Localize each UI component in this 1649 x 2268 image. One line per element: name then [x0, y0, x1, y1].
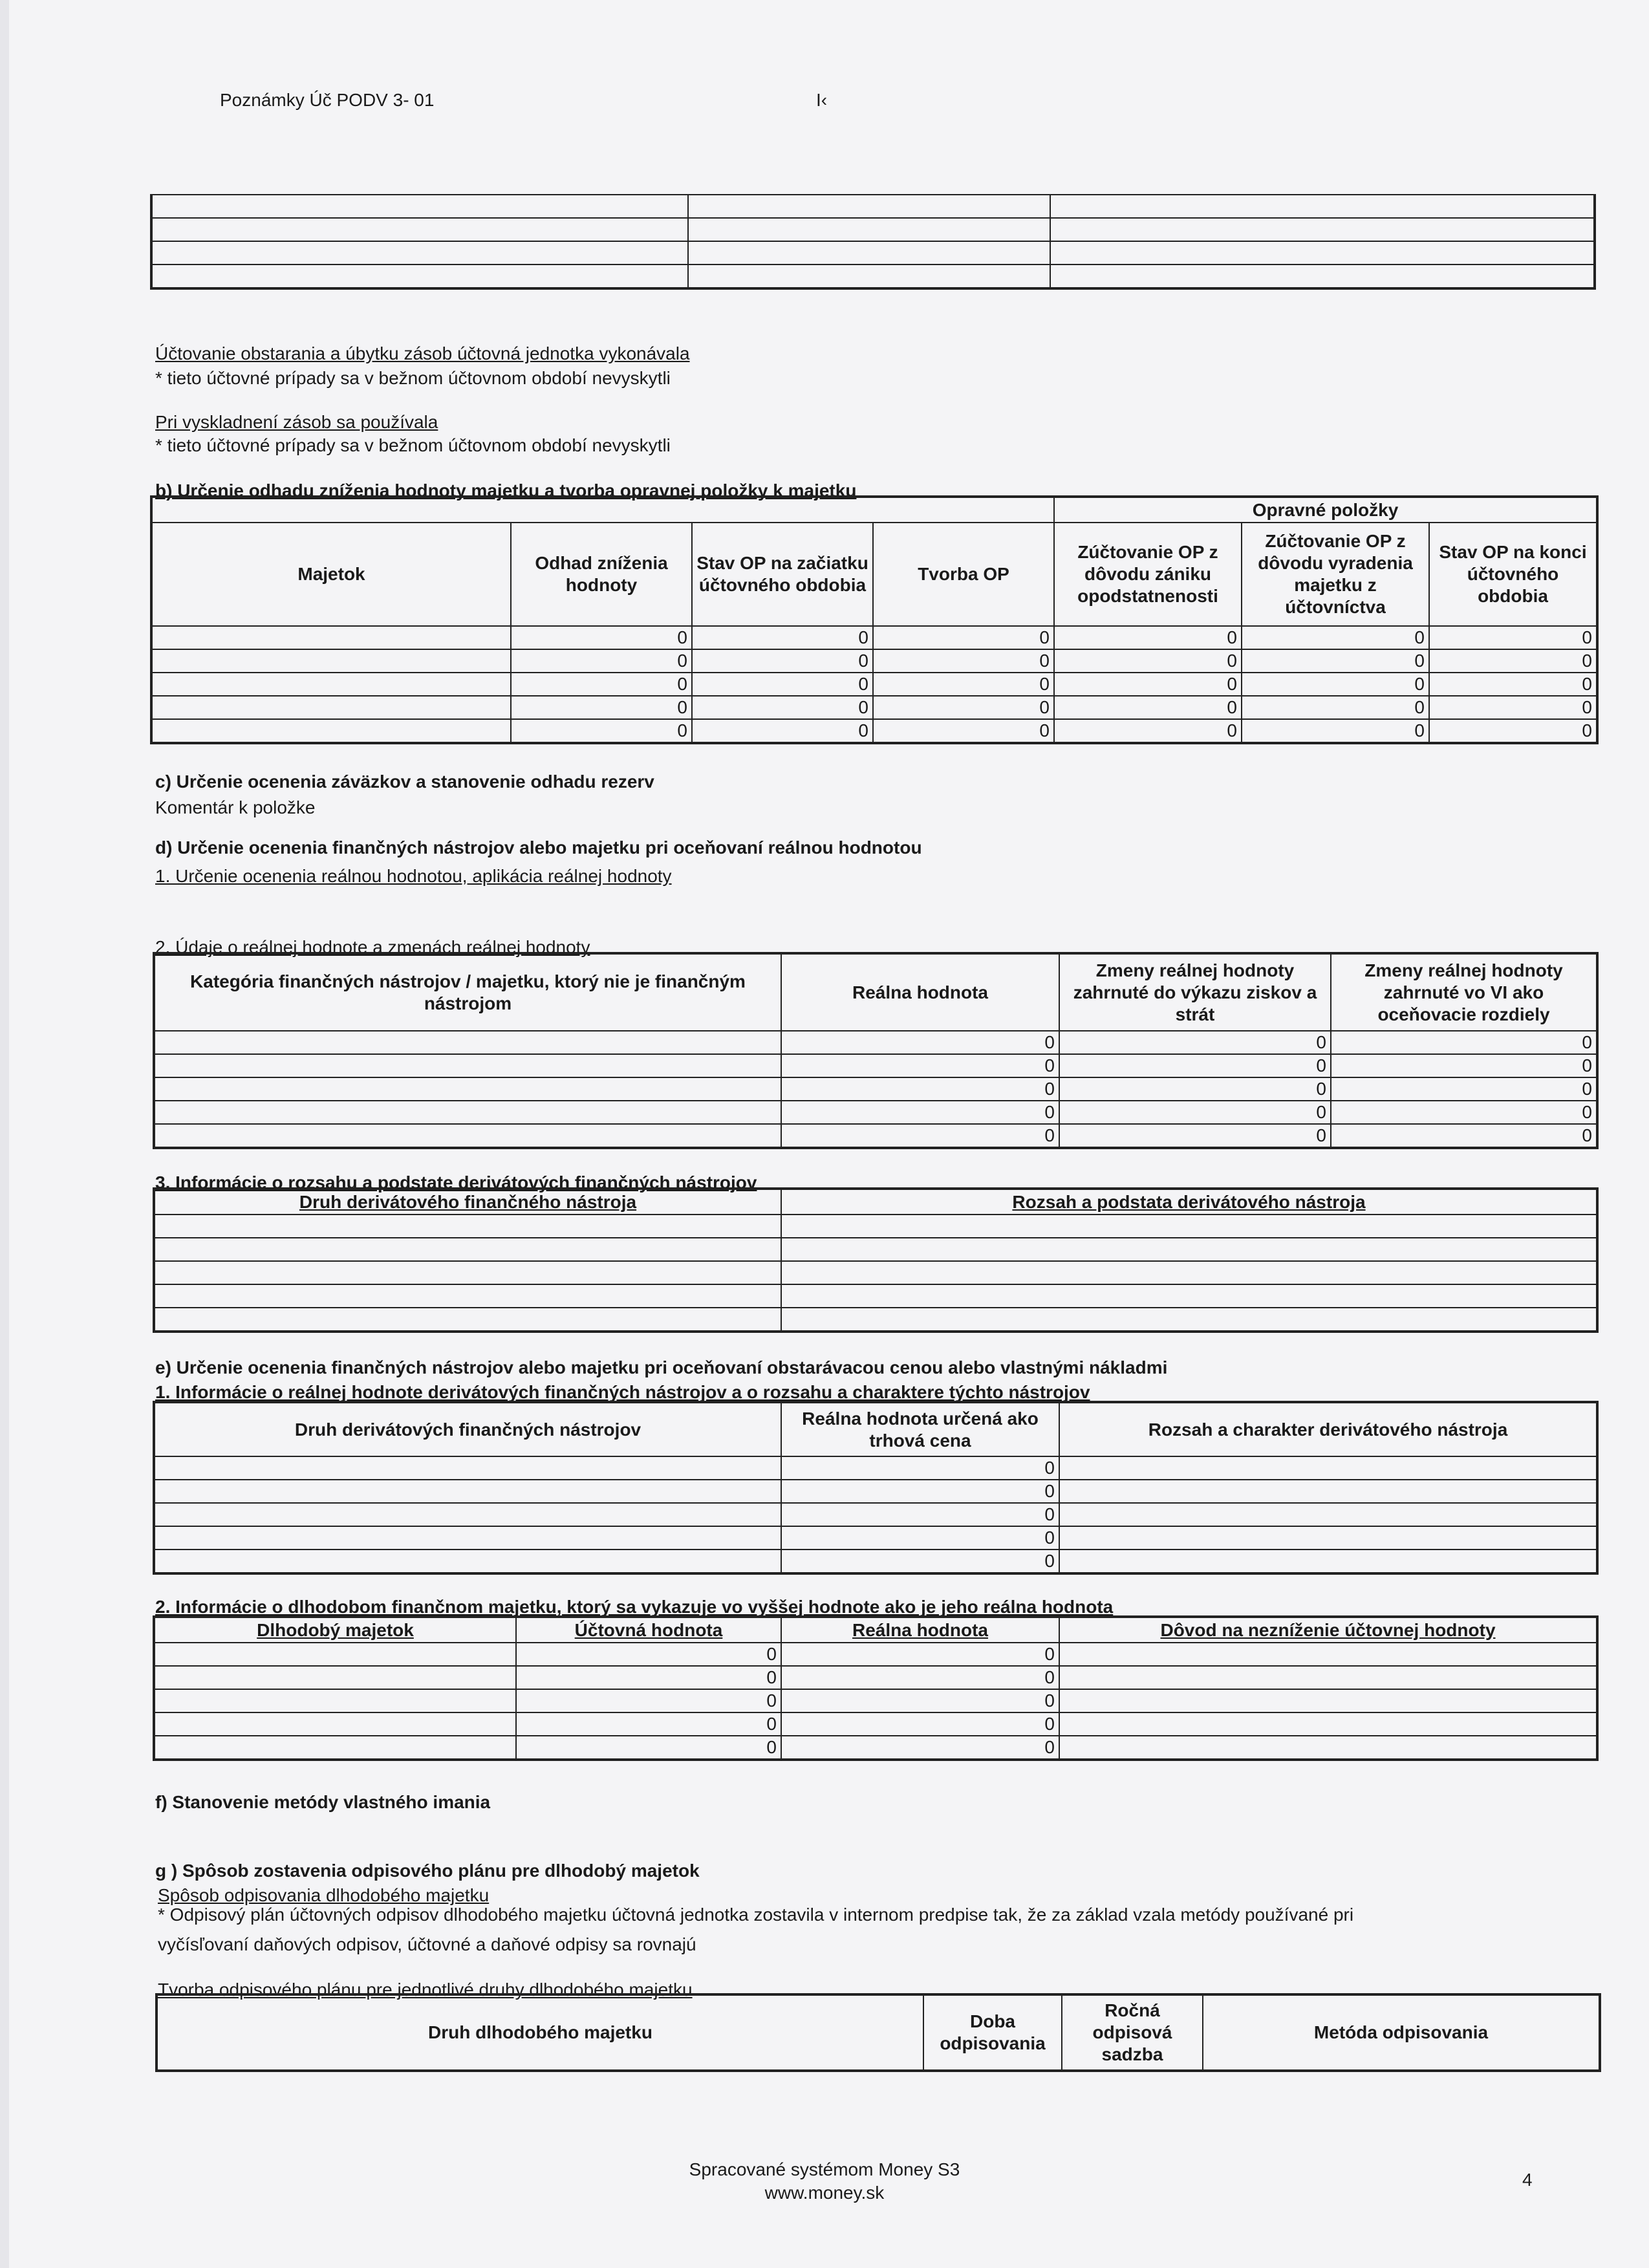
table-row: [154, 1284, 1597, 1308]
section-d-sub2: 2. Údaje o reálnej hodnote a zmenách reálnej hodnoty: [155, 937, 590, 957]
value-cell: 0: [781, 1643, 1059, 1666]
column-header: Tvorba OP: [873, 523, 1054, 626]
table-row: [154, 1054, 1597, 1077]
value-cell: 0: [1242, 696, 1429, 719]
value-cell: 0: [1242, 673, 1429, 696]
table-row: [154, 1550, 1597, 1573]
column-header: Druh dlhodobého majetku: [156, 1994, 923, 2071]
value-cell: 0: [781, 1666, 1059, 1689]
table-row: [154, 1031, 1597, 1054]
table-cell: [688, 218, 1050, 241]
opravne-polozky-table: [150, 495, 1599, 744]
value-cell: 0: [1242, 719, 1429, 743]
table-cell: [1050, 265, 1595, 288]
value-cell: 0: [781, 1526, 1059, 1550]
value-cell: 0: [1054, 673, 1242, 696]
value-cell: 0: [1331, 1077, 1597, 1101]
column-header: Ročná odpisová sadzba: [1062, 1994, 1203, 2071]
column-header: Rozsah a charakter derivátového nástroja: [1059, 1402, 1597, 1456]
value-cell: 0: [1054, 649, 1242, 673]
vyskladnenie-note: * tieto účtovné prípady sa v bežnom účtovnom období nevyskytli: [155, 435, 671, 455]
value-cell: 0: [1331, 1031, 1597, 1054]
column-header: Dlhodobý majetok: [154, 1617, 516, 1643]
dlhodoby-majetok-table: [153, 1615, 1599, 1761]
column-header: Zmeny reálnej hodnoty zahrnuté do výkazu ziskov a strát: [1059, 953, 1331, 1031]
section-d-sub1: 1. Určenie ocenenia reálnou hodnotou, aplikácia reálnej hodnoty: [155, 866, 672, 886]
value-cell: 0: [873, 649, 1054, 673]
column-header: Zúčtovanie OP z dôvodu vyradenia majetku z účtovníctva: [1242, 523, 1429, 626]
value-cell: 0: [511, 626, 692, 649]
table-row: [154, 1689, 1597, 1712]
table-row: [154, 1261, 1597, 1284]
section-g-note1: * Odpisový plán účtovných odpisov dlhodobého majetku účtovná jednotka zostavila v internom predpise tak, že za základ vzala metódy používané pri: [158, 1905, 1354, 1925]
column-header: Rozsah a podstata derivátového nástroja: [781, 1189, 1597, 1215]
column-header: Účtovná hodnota: [516, 1617, 781, 1643]
section-c-title: c) Určenie ocenenia záväzkov a stanovenie odhadu rezerv: [155, 772, 654, 792]
section-d-title: d) Určenie ocenenia finančných nástrojov alebo majetku pri oceňovaní reálnou hodnotou: [155, 837, 922, 858]
value-cell: 0: [873, 626, 1054, 649]
value-cell: 0: [516, 1712, 781, 1736]
table-row: [151, 696, 1597, 719]
header-mark: I‹: [816, 90, 828, 110]
section-g-sub1: Spôsob odpisovania dlhodobého majetku: [158, 1885, 490, 1905]
table-row: [154, 1124, 1597, 1148]
table-cell: [1050, 195, 1595, 218]
value-cell: 0: [781, 1124, 1059, 1148]
section-f-title: f) Stanovenie metódy vlastného imania: [155, 1792, 491, 1812]
vyskladnenie-heading: Pri vyskladnení zásob sa používala: [155, 412, 438, 432]
value-cell: 0: [1059, 1031, 1331, 1054]
value-cell: 0: [781, 1503, 1059, 1526]
table-row: [151, 673, 1597, 696]
value-cell: 0: [516, 1736, 781, 1760]
column-header: Majetok: [151, 523, 511, 626]
value-cell: 0: [511, 649, 692, 673]
table-row: [151, 626, 1597, 649]
column-header: Reálna hodnota: [781, 1617, 1059, 1643]
table-cell: [151, 265, 688, 288]
value-cell: 0: [781, 1077, 1059, 1101]
value-cell: 0: [692, 719, 873, 743]
top-table: [150, 194, 1596, 290]
table-row: [154, 1712, 1597, 1736]
column-header: Dôvod na nezníženie účtovnej hodnoty: [1059, 1617, 1597, 1643]
table-row: [154, 1456, 1597, 1480]
table-cell: [688, 241, 1050, 265]
column-header: Stav OP na začiatku účtovného obdobia: [692, 523, 873, 626]
value-cell: 0: [516, 1666, 781, 1689]
value-cell: 0: [781, 1550, 1059, 1573]
value-cell: 0: [1429, 719, 1597, 743]
table-row: [154, 1643, 1597, 1666]
value-cell: 0: [1331, 1124, 1597, 1148]
value-cell: 0: [1054, 696, 1242, 719]
section-c-comment: Komentár k položke: [155, 797, 316, 817]
page-number: 4: [1522, 2170, 1533, 2190]
value-cell: 0: [781, 1031, 1059, 1054]
value-cell: 0: [692, 696, 873, 719]
value-cell: 0: [692, 673, 873, 696]
value-cell: 0: [511, 673, 692, 696]
value-cell: 0: [1054, 719, 1242, 743]
value-cell: 0: [1059, 1101, 1331, 1124]
value-cell: 0: [781, 1712, 1059, 1736]
column-header: Reálna hodnota: [781, 953, 1059, 1031]
table-row: [154, 1666, 1597, 1689]
table-row: [151, 649, 1597, 673]
footer-url: www.money.sk: [764, 2183, 885, 2203]
table-row: [154, 1308, 1597, 1332]
value-cell: 0: [1242, 649, 1429, 673]
value-cell: 0: [1242, 626, 1429, 649]
value-cell: 0: [516, 1689, 781, 1712]
column-header: Odhad zníženia hodnoty: [511, 523, 692, 626]
value-cell: 0: [511, 696, 692, 719]
section-g-title: g ) Spôsob zostavenia odpisového plánu pre dlhodobý majetok: [155, 1861, 700, 1881]
table-cell: [688, 265, 1050, 288]
column-header: Doba odpisovania: [923, 1994, 1062, 2071]
column-header: Reálna hodnota určená ako trhová cena: [781, 1402, 1059, 1456]
value-cell: 0: [692, 649, 873, 673]
value-cell: 0: [1059, 1124, 1331, 1148]
table-row: [154, 1101, 1597, 1124]
table-cell: [151, 218, 688, 241]
column-header: Stav OP na konci účtovného obdobia: [1429, 523, 1597, 626]
section-e-sub1: 1. Informácie o reálnej hodnote derivátových finančných nástrojov a o rozsahu a charaktere týchto nástrojov: [155, 1382, 1090, 1402]
column-header: Druh derivátového finančného nástroja: [154, 1189, 781, 1215]
value-cell: 0: [781, 1101, 1059, 1124]
value-cell: 0: [511, 719, 692, 743]
table-cell: [1050, 218, 1595, 241]
document-title: Poznámky Úč PODV 3- 01: [220, 90, 435, 110]
table-row: [151, 719, 1597, 743]
footer-software: Spracované systémom Money S3: [689, 2159, 960, 2179]
value-cell: 0: [781, 1736, 1059, 1760]
column-header: Metóda odpisovania: [1203, 1994, 1600, 2071]
table-row: [154, 1526, 1597, 1550]
page-edge: [0, 0, 9, 2268]
value-cell: 0: [873, 673, 1054, 696]
section-e-sub2: 2. Informácie o dlhodobom finančnom majetku, ktorý sa vykazuje vo vyššej hodnote ako je jeho reálna hodnota: [155, 1597, 1114, 1617]
column-header: Zúčtovanie OP z dôvodu zániku opodstatnenosti: [1054, 523, 1242, 626]
table-row: [154, 1480, 1597, 1503]
value-cell: 0: [692, 626, 873, 649]
value-cell: 0: [1429, 673, 1597, 696]
value-cell: 0: [1429, 626, 1597, 649]
section-d-sub3: 3. Informácie o rozsahu a podstate derivátových finančných nástrojov: [155, 1172, 757, 1193]
value-cell: 0: [781, 1456, 1059, 1480]
value-cell: 0: [1059, 1077, 1331, 1101]
odpisovy-plan-table: [155, 1993, 1601, 2072]
value-cell: 0: [781, 1054, 1059, 1077]
value-cell: 0: [1429, 649, 1597, 673]
section-g-sub2: Tvorba odpisového plánu pre jednotlivé druhy dlhodobého majetku: [158, 1980, 693, 2000]
column-header: Zmeny reálnej hodnoty zahrnuté vo VI ako oceňovacie rozdiely: [1331, 953, 1597, 1031]
table-cell: [151, 195, 688, 218]
value-cell: 0: [873, 719, 1054, 743]
table-cell: [1050, 241, 1595, 265]
table-row: [154, 1215, 1597, 1238]
table-row: [154, 1238, 1597, 1261]
group-header: Opravné položky: [1054, 497, 1597, 523]
value-cell: 0: [1054, 626, 1242, 649]
value-cell: 0: [516, 1643, 781, 1666]
section-g-note2: vyčísľovaní daňových odpisov, účtovné a daňové odpisy sa rovnajú: [158, 1934, 696, 1954]
zasoby-heading: Účtovanie obstarania a úbytku zásob účtovná jednotka vykonávala: [155, 343, 690, 363]
value-cell: 0: [781, 1689, 1059, 1712]
table-row: [154, 1736, 1597, 1760]
value-cell: 0: [873, 696, 1054, 719]
derivaty-realna-hodnota-table: [153, 1401, 1599, 1575]
derivaty-table: [153, 1187, 1599, 1333]
zasoby-note: * tieto účtovné prípady sa v bežnom účtovnom období nevyskytli: [155, 368, 671, 388]
value-cell: 0: [1059, 1054, 1331, 1077]
table-cell: [151, 241, 688, 265]
value-cell: 0: [1429, 696, 1597, 719]
value-cell: 0: [781, 1480, 1059, 1503]
realna-hodnota-table: [153, 952, 1599, 1149]
column-header: Druh derivátových finančných nástrojov: [154, 1402, 781, 1456]
table-row: [154, 1077, 1597, 1101]
table-cell: [688, 195, 1050, 218]
section-e-title: e) Určenie ocenenia finančných nástrojov alebo majetku pri oceňovaní obstarávacou cenou alebo vlastnými nákladmi: [155, 1357, 1168, 1377]
table-row: [154, 1503, 1597, 1526]
value-cell: 0: [1331, 1101, 1597, 1124]
column-header: Kategória finančných nástrojov / majetku, ktorý nie je finančným nástrojom: [154, 953, 781, 1031]
value-cell: 0: [1331, 1054, 1597, 1077]
section-b-title: b) Určenie odhadu zníženia hodnoty majetku a tvorba opravnej položky k majetku: [155, 481, 857, 501]
